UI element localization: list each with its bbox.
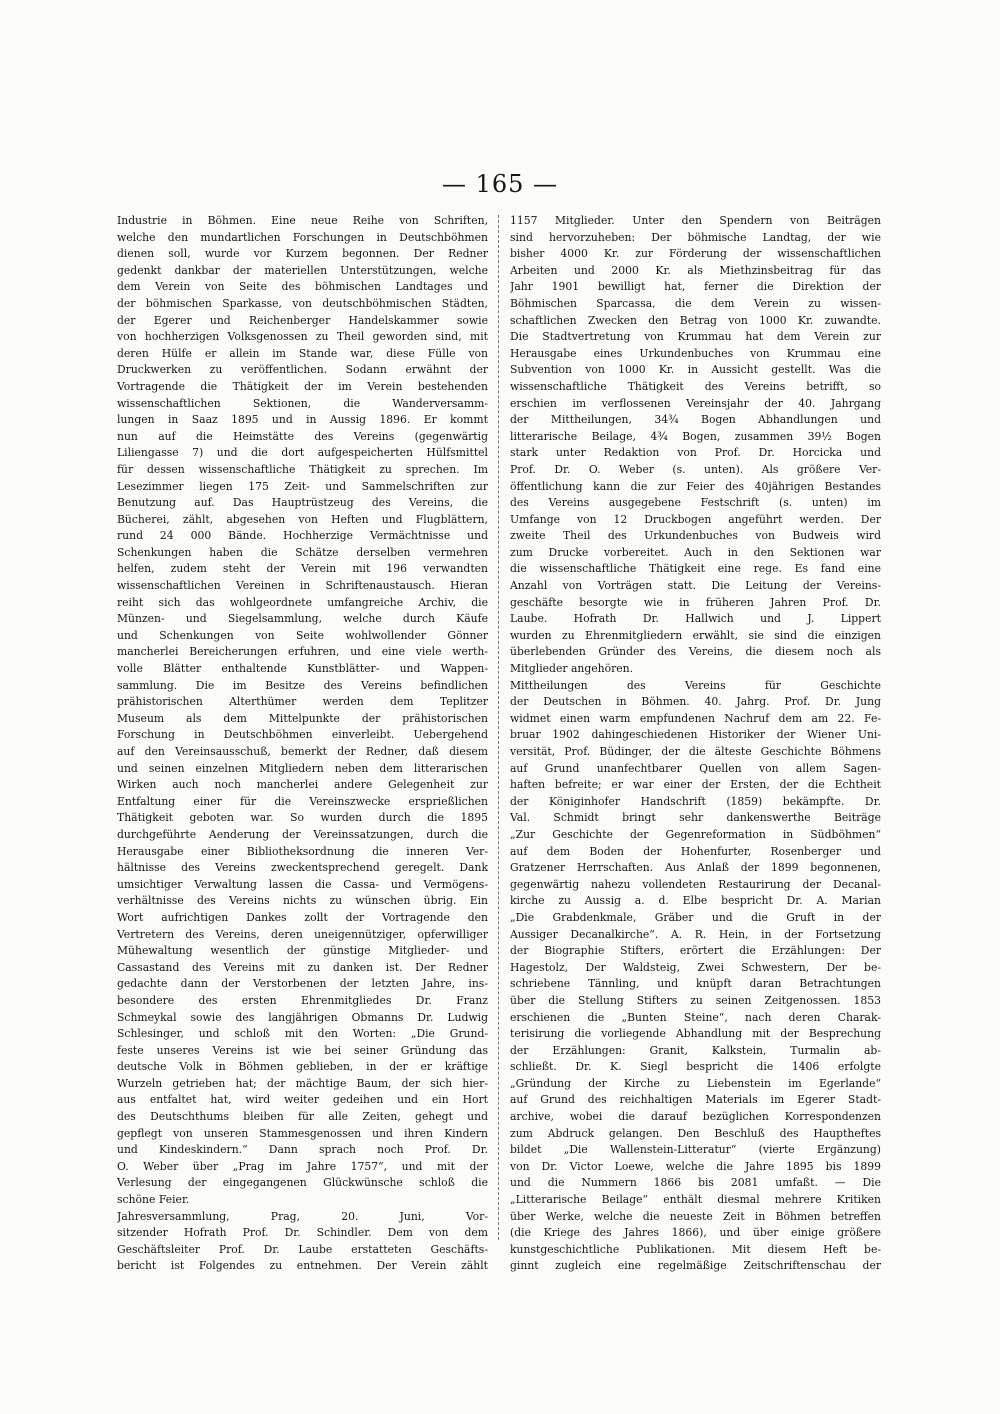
text-line: gegenwärtig nahezu vollendeten Restaurirung der Decanal-: [510, 877, 881, 891]
text-line: zum Drucke vorbereitet. Auch in den Sektionen war: [510, 545, 881, 559]
text-line: überlebenden Gründer des Vereins, die diesem noch als: [510, 645, 881, 659]
text-line: „Gründung der Kirche zu Liebenstein im Egerlande“: [510, 1076, 881, 1090]
text-line: gepflegt von unseren Stammesgenossen und ihren Kindern: [117, 1126, 488, 1140]
text-line: Laube. Hofrath Dr. Hallwich und J. Lippert: [510, 612, 881, 626]
text-line: der Egerer und Reichenberger Handelskammer sowie: [117, 313, 488, 327]
text-line: versität, Prof. Büdinger, der die älteste Geschichte Böhmens: [510, 745, 881, 758]
text-line: der böhmischen Sparkasse, von deutschböhmischen Städten,: [117, 296, 488, 310]
text-line: Cassastand des Vereins mit zu danken ist. Der Redner: [117, 960, 488, 974]
text-line: Gratzener Herrschaften. Aus Anlaß der 1899 begonnenen,: [510, 861, 881, 875]
text-line: Vertretern des Vereins, deren uneigennütziger, opferwilliger: [117, 927, 488, 941]
text-line: des Vereins ausgegebene Festschrift (s. unten) im: [510, 496, 881, 510]
text-line: Bücherei, zählt, abgesehen von Heften und Flugblättern,: [117, 512, 488, 526]
text-line: Subvention von 1000 Kr. in Aussicht gestellt. Was die: [510, 363, 881, 377]
text-line: auf Grund des reichhaltigen Materials im Egerer Stadt-: [510, 1093, 881, 1107]
text-line: öffentlichung kann die zur Feier des 40jährigen Bestandes: [510, 479, 881, 493]
text-line: lungen in Saaz 1895 und in Aussig 1896. Er kommt: [117, 413, 488, 427]
text-line: wissenschaftlichen Vereinen in Schriftenaustausch. Hieran: [117, 579, 488, 593]
text-line: hältnisse des Vereins zweckentsprechend geregelt. Dank: [117, 861, 488, 875]
text-line: Schmeykal sowie des langjährigen Obmanns Dr. Ludwig: [117, 1010, 488, 1024]
text-line: zum Abdruck gelangen. Den Beschluß des Hauptheftes: [510, 1126, 881, 1140]
text-line: zweite Theil des Urkundenbuches von Budweis wird: [510, 529, 881, 543]
text-line: sind hervorzuheben: Der böhmische Landtag, der wie: [510, 230, 881, 244]
text-line: Jahr 1901 bewilligt hat, ferner die Direktion der: [510, 280, 881, 294]
text-line: Geschäftsleiter Prof. Dr. Laube erstatteten Geschäfts-: [117, 1242, 488, 1256]
text-line: feste unseres Vereins ist wie bei seiner Gründung das: [117, 1043, 488, 1057]
text-line: wurden zu Ehrenmitgliedern erwählt, sie sind die einzigen: [510, 628, 881, 642]
text-line: wissenschaftlichen Sektionen, die Wanderversamm-: [117, 396, 488, 410]
text-line: bildet „Die Wallenstein-Litteratur“ (vierte Ergänzung): [510, 1143, 881, 1157]
page-number: — 165 —: [441, 170, 559, 198]
text-line: über die Stellung Stifters zu seinen Zeitgenossen. 1853: [510, 993, 881, 1007]
text-line: sammlung. Die im Besitze des Vereins befindlichen: [117, 678, 488, 692]
text-line: und seinen einzelnen Mitgliedern neben dem litterarischen: [117, 761, 488, 775]
text-line: der Deutschen in Böhmen. 40. Jahrg. Prof. Dr. Jung: [510, 695, 881, 709]
text-line: schöne Feier.: [117, 1193, 190, 1207]
text-line: widmet einen warm empfundenen Nachruf dem am 22. Fe-: [510, 711, 881, 725]
text-line: Benutzung auf. Das Hauptrüstzeug des Vereins, die: [117, 496, 488, 510]
text-line: Lesezimmer liegen 175 Zeit- und Sammelschriften zur: [117, 479, 488, 493]
text-line: Herausgabe eines Urkundenbuches von Krummau eine: [510, 346, 881, 360]
text-line: Thätigkeit geboten war. So wurden durch die 1895: [117, 811, 488, 825]
text-line: Industrie in Böhmen. Eine neue Reihe von Schriften,: [117, 214, 488, 227]
text-line: rund 24 000 Bände. Hochherzige Vermächtnisse und: [117, 529, 488, 543]
text-line: Wirken auch noch mancherlei andere Gelegenheit zur: [117, 778, 488, 792]
text-line: Wurzeln getrieben hat; der mächtige Baum, der sich hier-: [117, 1076, 488, 1090]
text-line: deutsche Volk in Böhmen geblieben, in der er kräftige: [117, 1060, 488, 1074]
text-line: besondere des ersten Ehrenmitgliedes Dr. Franz: [117, 993, 488, 1007]
text-line: sitzender Hofrath Prof. Dr. Schindler. Dem von dem: [117, 1226, 488, 1240]
text-line: Druckwerken zu veröffentlichen. Sodann erwähnt der: [117, 363, 488, 377]
text-line: Liliengasse 7) und die dort aufgespeicherten Hülfsmittel: [117, 446, 488, 460]
text-line: terisirung die vorliegende Abhandlung mit der Besprechung: [510, 1027, 881, 1041]
text-line: auf dem Boden der Hohenfurter, Rosenberger und: [510, 844, 881, 858]
text-line: schriebene Tännling, und knüpft daran Betrachtungen: [510, 977, 881, 991]
text-line: Verlesung der eingegangenen Glückwünsche schloß die: [117, 1176, 488, 1190]
text-line: bisher 4000 Kr. zur Förderung der wissenschaftlichen: [510, 247, 881, 261]
text-line: geschäfte besorgte wie in früheren Jahren Prof. Dr.: [510, 595, 881, 609]
text-line: gedachte dann der Verstorbenen der letzten Jahre, ins-: [117, 977, 488, 991]
text-line: Mühewaltung wesentlich der günstige Mitglieder- und: [117, 944, 488, 958]
text-line: und Schenkungen von Seite wohlwollender Gönner: [117, 628, 488, 642]
text-line: kirche zu Aussig a. d. Elbe bespricht Dr. A. Marian: [510, 894, 881, 908]
text-line: auf Grund unanfechtbarer Quellen von allem Sagen-: [510, 761, 881, 775]
text-line: der Biographie Stifters, erörtert die Erzählungen: Der: [510, 944, 881, 958]
text-line: helfen, zudem steht der Verein mit 196 verwandten: [117, 562, 488, 576]
text-line: Vortragende die Thätigkeit der im Verein bestehenden: [117, 379, 488, 393]
text-line: Arbeiten und 2000 Kr. als Miethzinsbeitrag für das: [510, 263, 881, 277]
text-line: dienen soll, wurde vor Kurzem begonnen. Der Redner: [117, 247, 488, 261]
text-line: Münzen- und Siegelsammlung, welche durch Käufe: [117, 612, 488, 626]
text-line: von hochherzigen Volksgenossen zu Theil geworden sind, mit: [117, 330, 488, 344]
text-line: (die Kriege des Jahres 1866), und über einige größere: [510, 1226, 881, 1240]
text-line: 1157 Mitglieder. Unter den Spendern von Beiträgen: [510, 214, 881, 227]
text-line: reiht sich das wohlgeordnete umfangreiche Archiv, die: [117, 595, 488, 609]
text-line: bericht ist Folgendes zu entnehmen. Der Verein zählt: [117, 1259, 488, 1273]
text-line: ginnt zugleich eine regelmäßige Zeitschriftenschau der: [510, 1259, 881, 1273]
right-column: [510, 213, 881, 1275]
text-line: prähistorischen Alterthümer werden dem Teplitzer: [117, 695, 488, 709]
text-line: kunstgeschichtliche Publikationen. Mit diesem Heft be-: [510, 1242, 881, 1256]
text-line: Böhmischen Sparcassa, die dem Verein zu wissen-: [510, 296, 881, 310]
text-line: durchgeführte Aenderung der Vereinssatzungen, durch die: [117, 827, 488, 841]
text-line: schaftlichen Zwecken den Betrag von 1000 Kr. zuwandte.: [510, 313, 881, 327]
text-line: umsichtiger Verwaltung lassen die Cassa- und Vermögens-: [117, 877, 488, 891]
text-line: Jahresversammlung, Prag, 20. Juni, Vor-: [117, 1209, 488, 1223]
text-line: die wissenschaftliche Thätigkeit eine rege. Es fand eine: [510, 562, 881, 576]
text-line: Entfaltung einer für die Vereinszwecke ersprießlichen: [117, 794, 488, 808]
column-divider: [498, 215, 500, 1240]
text-line: haften befreite; er war einer der Ersten, der die Echtheit: [510, 778, 881, 792]
text-line: Die Stadtvertretung von Krummau hat dem Verein zur: [510, 330, 881, 344]
text-line: dem Verein von Seite des böhmischen Landtages und: [117, 280, 488, 294]
text-line: „Litterarische Beilage“ enthält diesmal mehrere Kritiken: [510, 1193, 881, 1207]
text-line: nun auf die Heimstätte des Vereins (gegenwärtig: [117, 429, 488, 443]
text-line: Umfange von 12 Druckbogen angeführt werden. Der: [510, 512, 881, 526]
text-line: Mitglieder angehören.: [510, 662, 634, 676]
text-line: schließt. Dr. K. Siegl bespricht die 1406 erfolgte: [510, 1060, 881, 1074]
text-line: Anzahl von Vorträgen statt. Die Leitung der Vereins-: [510, 579, 881, 593]
text-line: aus entfaltet hat, wird weiter gedeihen und ein Hort: [117, 1093, 488, 1107]
text-line: von Dr. Victor Loewe, welche die Jahre 1895 bis 1899: [510, 1159, 881, 1173]
text-line: der Erzählungen: Granit, Kalkstein, Turmalin ab-: [510, 1043, 881, 1057]
text-line: für dessen wissenschaftliche Thätigkeit zu sprechen. Im: [117, 462, 488, 476]
text-line: Schenkungen haben die Schätze derselben vermehren: [117, 545, 488, 559]
text-line: Schlesinger, und schloß mit den Worten: „Die Grund-: [117, 1027, 488, 1041]
text-line: archive, wobei die darauf bezüglichen Korrespondenzen: [510, 1110, 881, 1124]
text-line: der Königinhofer Handschrift (1859) bekämpfte. Dr.: [510, 794, 881, 808]
text-line: auf den Vereinsausschuß, bemerkt der Redner, daß diesem: [117, 745, 488, 758]
text-line: gedenkt dankbar der materiellen Unterstützungen, welche: [117, 263, 488, 277]
text-line: volle Blätter enthaltende Kunstblätter- und Wappen-: [117, 662, 488, 676]
text-line: Aussiger Decanalkirche“. A. R. Hein, in der Fortsetzung: [510, 927, 881, 941]
text-line: Mittheilungen des Vereins für Geschichte: [510, 678, 881, 692]
text-line: Museum als dem Mittelpunkte der prähistorischen: [117, 711, 488, 725]
text-line: und Kindeskindern.“ Dann sprach noch Prof. Dr.: [117, 1143, 488, 1157]
text-line: Val. Schmidt bringt sehr dankenswerthe Beiträge: [510, 811, 881, 825]
text-line: verhältnisse des Vereins nichts zu wünschen übrig. Ein: [117, 894, 488, 908]
text-line: O. Weber über „Prag im Jahre 1757“, und mit der: [117, 1159, 488, 1173]
text-line: Prof. Dr. O. Weber (s. unten). Als größere Ver-: [510, 462, 881, 476]
text-line: stark unter Redaktion von Prof. Dr. Horcicka und: [510, 446, 881, 460]
text-line: wissenschaftliche Thätigkeit des Vereins betrifft, so: [510, 379, 881, 393]
text-line: des Deutschthums bleiben für alle Zeiten, gehegt und: [117, 1110, 488, 1124]
text-line: „Die Grabdenkmale, Gräber und die Gruft in der: [510, 910, 881, 924]
text-line: mancherlei Bereicherungen erfuhren, und eine viele werth-: [117, 645, 488, 659]
text-line: welche den mundartlichen Forschungen in Deutschböhmen: [117, 230, 488, 244]
text-line: bruar 1902 dahingeschiedenen Historiker der Wiener Uni-: [510, 728, 881, 742]
text-line: über Werke, welche die neueste Zeit in Böhmen betreffen: [510, 1209, 881, 1223]
text-line: deren Hülfe er allein im Stande war, diese Fülle von: [117, 346, 488, 360]
text-line: und die Nummern 1866 bis 2081 umfaßt. — Die: [510, 1176, 881, 1190]
text-line: Forschung in Deutschböhmen einverleibt. Uebergehend: [117, 728, 488, 742]
text-line: „Zur Geschichte der Gegenreformation in Südböhmen“: [510, 827, 881, 841]
text-line: Herausgabe einer Bibliotheksordnung die inneren Ver-: [117, 844, 488, 858]
text-line: erschien im verflossenen Vereinsjahr der 40. Jahrgang: [510, 396, 881, 410]
text-line: litterarische Beilage, 4¾ Bogen, zusammen 39½ Bogen: [510, 429, 881, 443]
text-line: erschienen die „Bunten Steine“, nach deren Charak-: [510, 1010, 881, 1024]
text-line: Wort aufrichtigen Dankes zollt der Vortragende den: [117, 910, 488, 924]
left-column: [117, 213, 488, 1275]
text-line: Hagestolz, Der Waldsteig, Zwei Schwestern, Der be-: [510, 960, 881, 974]
text-line: der Mittheilungen, 34¾ Bogen Abhandlungen und: [510, 413, 881, 427]
